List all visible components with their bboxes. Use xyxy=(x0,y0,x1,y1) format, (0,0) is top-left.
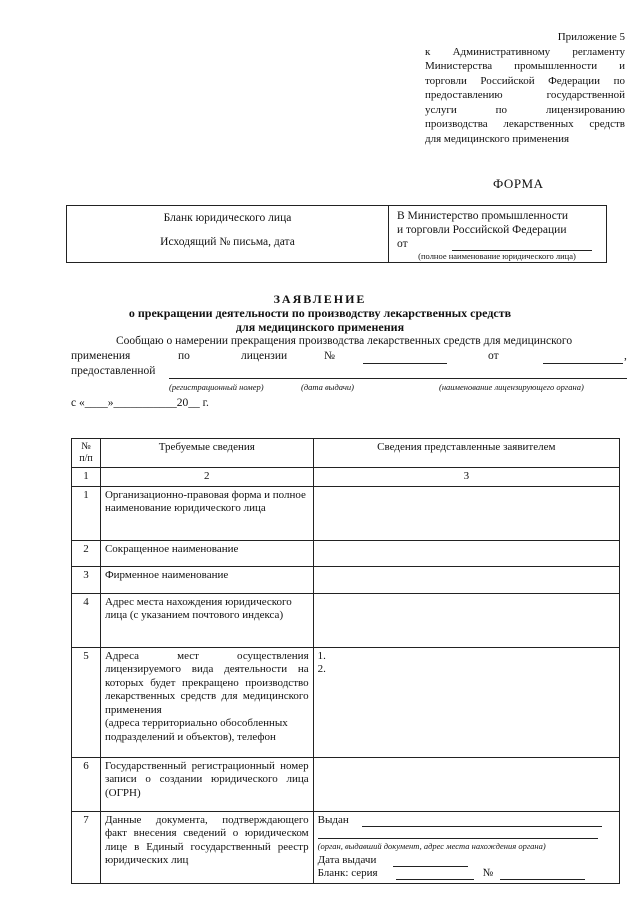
row-value[interactable] xyxy=(313,540,619,566)
from-note: (полное наименование юридического лица) xyxy=(418,251,576,261)
col-number: 2 xyxy=(100,468,313,487)
issued-by-line-extra[interactable] xyxy=(318,838,598,839)
title-sub: о прекращении деятельности по производству лекарственных средств xyxy=(128,306,512,320)
row-label-text: Адреса мест осуществления лицензируемого вида деятельности на которых будет прекращено производство лекарственных средств для медицинского применения xyxy=(104,649,309,716)
title-sub: для медицинского применения xyxy=(235,320,405,334)
letterhead-label: Бланк юридического лица xyxy=(163,212,292,224)
issued-by-line2 xyxy=(318,827,615,840)
appendix-line: предоставлению государственной xyxy=(425,89,625,101)
issued-by-label: Выдан xyxy=(317,813,349,826)
row-value[interactable] xyxy=(313,593,619,647)
outgoing-number-label: Исходящий № письма, дата xyxy=(160,236,295,248)
row-label: Сокращенное наименование xyxy=(100,540,313,566)
appendix-line: для медицинского применения xyxy=(425,132,570,145)
statement-line: Сообщаю о намерении прекращения производства лекарственных средств для медицинского xyxy=(116,335,573,347)
from-label: от xyxy=(397,238,408,250)
issue-date-label: Дата выдачи xyxy=(317,853,377,866)
table-row xyxy=(72,647,620,757)
date-from-line[interactable]: с «____»___________20__ г. xyxy=(71,397,209,409)
form-number-label: № xyxy=(482,867,494,879)
series-line[interactable] xyxy=(396,879,474,880)
appendix-line: к Административному регламенту xyxy=(425,45,625,58)
info-table xyxy=(71,438,620,884)
license-number-line[interactable] xyxy=(363,363,447,364)
addressee xyxy=(397,209,568,251)
col-number: 3 xyxy=(313,468,619,487)
form-series-label: Бланк: серия xyxy=(317,867,378,879)
address-item: 1. xyxy=(317,649,326,662)
table-row xyxy=(72,757,620,811)
table-row xyxy=(72,540,620,566)
header-provided: Сведения представленные заявителем xyxy=(313,439,619,468)
col-number: 1 xyxy=(72,468,101,487)
table-row xyxy=(72,486,620,540)
appendix-line: производства лекарственных средств xyxy=(425,118,625,130)
document-title xyxy=(0,292,640,334)
issuer-line[interactable] xyxy=(169,378,627,379)
statement-word: предоставленной xyxy=(71,365,156,377)
form-series-field xyxy=(318,867,615,881)
table-header-row xyxy=(72,439,620,468)
statement-word: № xyxy=(324,350,335,362)
statement-word: лицензии xyxy=(241,350,288,362)
row-number: 6 xyxy=(72,757,101,811)
row-label: Адрес места нахождения юридического лица (с указанием почтового индекса) xyxy=(100,593,313,647)
addressee-line: и торговли Российской Федерации xyxy=(397,224,567,236)
statement-word: по xyxy=(178,350,190,362)
row-label: Фирменное наименование xyxy=(100,566,313,593)
number-line[interactable] xyxy=(500,879,585,880)
issued-by-field xyxy=(318,814,615,828)
row-label: Данные документа, подтверждающего факт внесения сведений о юридическом лице в Единый государственный реестр юридических лиц xyxy=(100,811,313,883)
row-number: 2 xyxy=(72,540,101,566)
reg-number-note: (регистрационный номер) xyxy=(169,382,264,392)
row-value[interactable] xyxy=(313,757,619,811)
row-value[interactable] xyxy=(313,647,619,757)
row-value[interactable] xyxy=(313,486,619,540)
statement-word: применения xyxy=(71,350,131,362)
table-row xyxy=(72,811,620,883)
appendix-line: торговли Российской Федерации по xyxy=(425,74,625,87)
title-main: ЗАЯВЛЕНИЕ xyxy=(273,292,367,306)
row-label xyxy=(100,647,313,757)
row-number: 5 xyxy=(72,647,101,757)
row-number: 4 xyxy=(72,593,101,647)
addressee-line: В Министерство промышленности xyxy=(397,210,569,222)
row-label-text: (адреса территориально обособленных подразделений и объектов), телефон xyxy=(104,717,288,743)
issuer-note: (наименование лицензирующего органа) xyxy=(439,382,584,392)
row-number: 7 xyxy=(72,811,101,883)
header-required: Требуемые сведения xyxy=(100,439,313,468)
statement-word: от xyxy=(488,350,499,362)
appendix-title: Приложение 5 xyxy=(557,31,625,43)
address-item: 2. xyxy=(317,663,326,675)
issue-date-field xyxy=(318,854,615,868)
statement-word: , xyxy=(624,350,627,362)
appendix-line: Министерства промышленности и xyxy=(425,60,625,72)
header-no: № п/п xyxy=(72,439,101,468)
issue-date-note: (дата выдачи) xyxy=(301,382,355,392)
row-number: 1 xyxy=(72,486,101,540)
row-label: Организационно-правовая форма и полное наименование юридического лица xyxy=(100,486,313,540)
row-value[interactable] xyxy=(313,566,619,593)
row-number: 3 xyxy=(72,566,101,593)
license-date-line[interactable] xyxy=(543,363,623,364)
table-number-row xyxy=(72,468,620,487)
table-row xyxy=(72,593,620,647)
appendix-block xyxy=(425,30,625,146)
issued-by-note: (орган, выдавший документ, адрес места нахождения органа) xyxy=(317,841,546,851)
form-label: ФОРМА xyxy=(493,176,544,191)
header-divider xyxy=(388,206,389,262)
header-box xyxy=(66,205,607,263)
row-label: Государственный регистрационный номер записи о создании юридического лица (ОГРН) xyxy=(100,757,313,811)
row-value[interactable] xyxy=(313,811,619,883)
appendix-line: услуги по лицензированию xyxy=(425,103,625,116)
table-row xyxy=(72,566,620,593)
